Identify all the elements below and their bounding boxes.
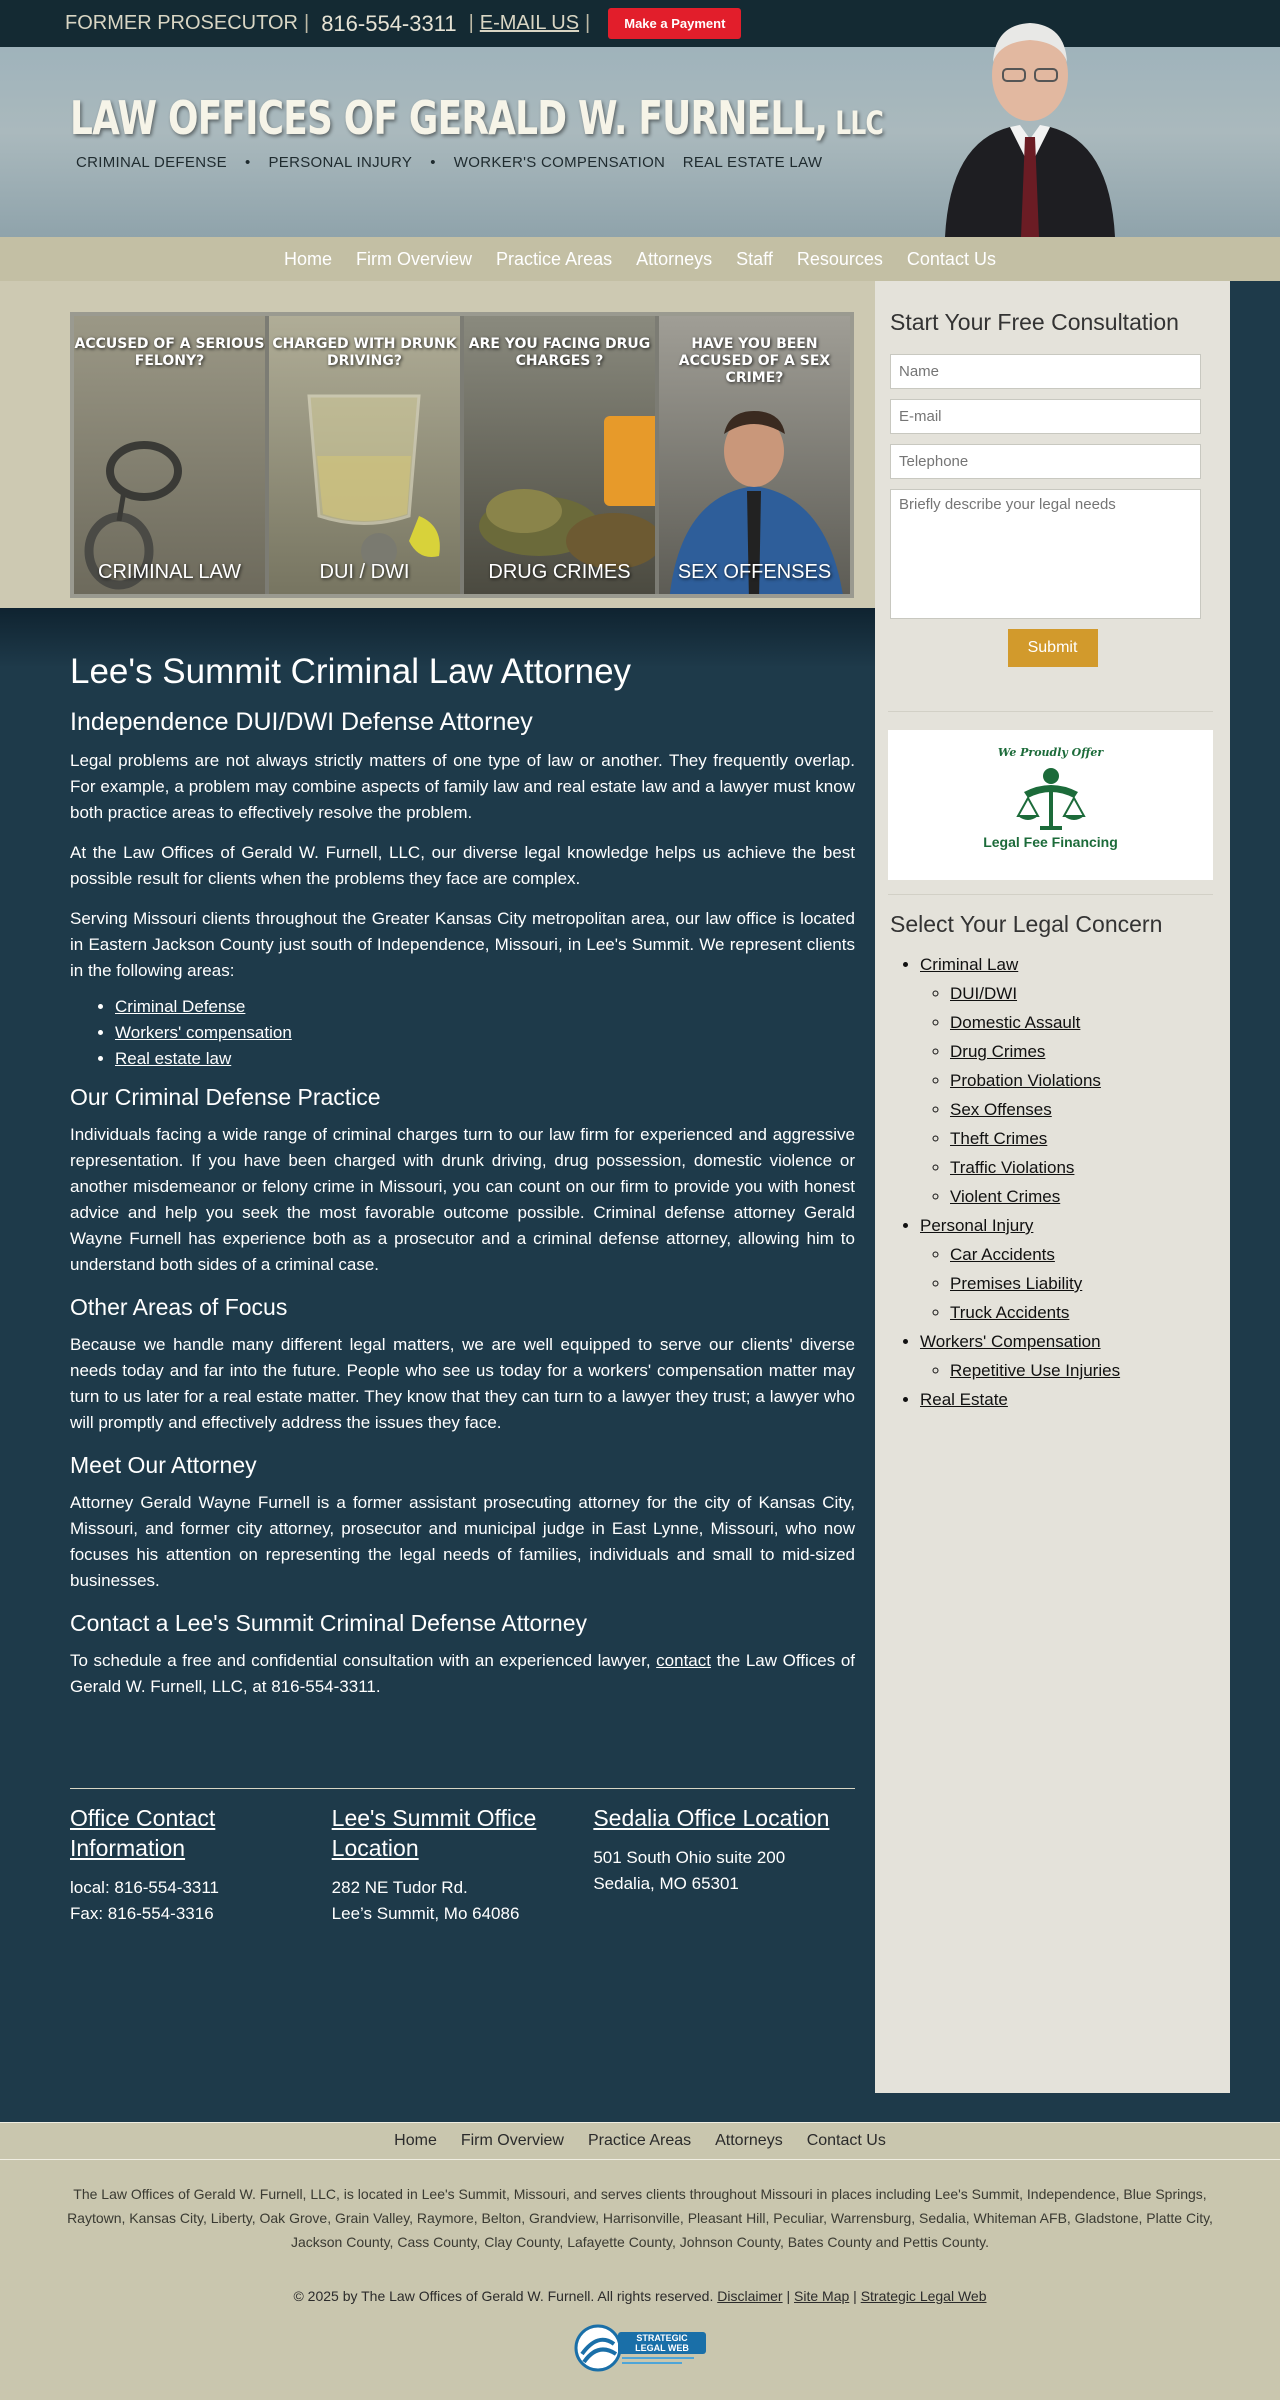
practice-area: CRIMINAL DEFENSE: [76, 154, 227, 171]
concern-criminal-law[interactable]: Criminal Law: [920, 955, 1019, 974]
nav-contact-us[interactable]: Contact Us: [906, 248, 996, 269]
office-line: 501 South Ohio suite 200: [593, 1848, 786, 1867]
list-item: [950, 1298, 1215, 1327]
site-map-link[interactable]: Site Map: [794, 2288, 850, 2304]
office-title[interactable]: Office Contact Information: [70, 1805, 216, 1861]
svg-text:STRATEGIC: STRATEGIC: [636, 2333, 688, 2343]
phone-link[interactable]: 816-554-3311: [321, 10, 457, 36]
disclaimer-link[interactable]: Disclaimer: [717, 2288, 783, 2304]
link-criminal-defense[interactable]: Criminal Defense: [115, 997, 246, 1016]
section-heading: Meet Our Attorney: [70, 1452, 257, 1478]
site-header: [0, 47, 1280, 237]
concern-dui-dwi[interactable]: DUI/DWI: [950, 984, 1018, 1003]
nav-resources[interactable]: Resources: [796, 248, 883, 269]
svg-text:LEGAL WEB: LEGAL WEB: [635, 2343, 689, 2353]
telephone-field[interactable]: [890, 444, 1201, 479]
office-locations: [70, 1788, 855, 1927]
site-footer: [0, 2122, 1280, 2400]
list-item: [115, 1046, 855, 1072]
list-item: [950, 1008, 1215, 1037]
concern-traffic-violations[interactable]: Traffic Violations: [950, 1158, 1075, 1177]
email-link[interactable]: E-MAIL US: [479, 12, 580, 34]
office-line: Lee’s Summit, Mo 64086: [331, 1904, 520, 1923]
list-item: [920, 1211, 1215, 1327]
financing-offer-text: We Proudly Offer: [997, 746, 1104, 759]
consultation-form-title: Start Your Free Consultation: [890, 309, 1179, 335]
link-real-estate-law[interactable]: Real estate law: [115, 1049, 232, 1068]
banner-panel-sex-offenses[interactable]: [659, 316, 850, 594]
banner-panel-drug-crimes[interactable]: [464, 316, 655, 594]
page-subtitle: Independence DUI/DWI Defense Attorney: [70, 708, 533, 736]
concern-real-estate[interactable]: Real Estate: [920, 1390, 1008, 1409]
legal-fee-financing-banner[interactable]: [888, 730, 1213, 880]
list-item: [950, 1095, 1215, 1124]
main-nav: [0, 237, 1280, 281]
nav-firm-overview[interactable]: Firm Overview: [356, 248, 473, 269]
nav-staff[interactable]: Staff: [736, 248, 773, 269]
attorney-portrait: [925, 7, 1135, 237]
sidebar: [875, 281, 1230, 2093]
banner-panel-criminal-law[interactable]: [74, 316, 265, 594]
scales-of-justice-icon: [1014, 764, 1088, 832]
footer-nav-home[interactable]: Home: [394, 2132, 437, 2149]
banner-question: CHARGED WITH DRUNK DRIVING?: [272, 336, 457, 369]
banner-caption: DRUG CRIMES: [488, 561, 631, 583]
legal-needs-field[interactable]: [890, 489, 1201, 619]
banner-panel-dui-dwi[interactable]: [269, 316, 460, 594]
office-line: 282 NE Tudor Rd.: [331, 1878, 468, 1897]
concern-title: Select Your Legal Concern: [890, 911, 1163, 937]
list-item: [950, 1124, 1215, 1153]
strategic-legal-web-link[interactable]: Strategic Legal Web: [860, 2288, 987, 2304]
banner-question: ACCUSED OF A SERIOUS FELONY?: [74, 336, 265, 369]
practice-areas-strip: [76, 154, 822, 171]
concern-theft-crimes[interactable]: Theft Crimes: [950, 1129, 1048, 1148]
concern-domestic-assault[interactable]: Domestic Assault: [950, 1013, 1081, 1032]
section-paragraph: Attorney Gerald Wayne Furnell is a former assistant prosecuting attorney for the city of Kansas City, Missouri, and former city attorney, prosecutor and municipal judge in East Lynne, Missouri, who now focuses his attention on representing the legal needs of families, individuals and small to mid-sized businesses.: [70, 1493, 855, 1590]
concern-truck-accidents[interactable]: Truck Accidents: [950, 1303, 1070, 1322]
list-item: [950, 1182, 1215, 1211]
separator: |: [303, 12, 310, 34]
contact-paragraph: To schedule a free and confidential consultation with an experienced lawyer, contact the Law Offices of Gerald W. Furnell, LLC, at 816-554-3311.: [70, 1651, 855, 1696]
banner-caption: DUI / DWI: [319, 561, 410, 583]
practice-area: PERSONAL INJURY: [268, 154, 413, 171]
footer-nav: [0, 2122, 1280, 2160]
financing-label: Legal Fee Financing: [983, 834, 1118, 850]
practice-banner: [70, 312, 854, 598]
office-line: local: 816-554-3311: [70, 1878, 220, 1897]
section-heading: Other Areas of Focus: [70, 1294, 288, 1320]
intro-paragraph: At the Law Offices of Gerald W. Furnell, LLC, our diverse legal knowledge helps us achieve the best possible result for clients when the problems they face are complex.: [70, 843, 855, 888]
email-field[interactable]: [890, 399, 1201, 434]
practice-areas-list: [115, 994, 855, 1072]
list-item: [920, 1327, 1215, 1385]
concern-sex-offenses[interactable]: Sex Offenses: [950, 1100, 1052, 1119]
footer-service-area-text: The Law Offices of Gerald W. Furnell, LLC, is located in Lee's Summit, Missouri, and serves clients throughout Missouri in places including Lee's Summit, Independence, Blue Springs, Raytown, Kansas City, Liberty, Oak Grove, Grain Valley, Raymore, Belton, Grandview, Harrisonville, Pleasant Hill, Peculiar, Warrensburg, Sedalia, Whiteman AFB, Gladstone, Platte City, Jackson County, Cass County, Clay County, Lafayette County, Johnson County, Bates County and Pettis County.: [67, 2186, 1213, 2250]
link-workers-compensation[interactable]: Workers' compensation: [115, 1023, 292, 1042]
concern-premises-liability[interactable]: Premises Liability: [950, 1274, 1083, 1293]
banner-caption: CRIMINAL LAW: [98, 561, 241, 583]
section-paragraph: Individuals facing a wide range of criminal charges turn to our law firm for experienced and aggressive representation. If you have been charged with drunk driving, drug possession, domestic violence or another misdemeanor or felony crime in Missouri, you can count on our firm to provide you with honest advice and help you seek the most favorable outcome possible. Criminal defense attorney Gerald Wayne Furnell has experience both as a prosecutor and a criminal defense attorney, allowing him to understand both sides of a criminal case.: [70, 1125, 855, 1274]
footer-nav-firm-overview[interactable]: Firm Overview: [460, 2132, 564, 2149]
intro-paragraph: Serving Missouri clients throughout the Greater Kansas City metropolitan area, our law office is located in Eastern Jackson County just south of Independence, Missouri, in Lee's Summit. We represent clients in the following areas:: [70, 909, 855, 980]
concern-probation-violations[interactable]: Probation Violations: [950, 1071, 1101, 1090]
concern-personal-injury[interactable]: Personal Injury: [920, 1216, 1034, 1235]
contact-link[interactable]: contact: [656, 1651, 711, 1670]
list-item: [950, 1240, 1215, 1269]
nav-home[interactable]: Home: [284, 248, 333, 269]
divider: [888, 711, 1213, 712]
former-prosecutor-label: FORMER PROSECUTOR: [65, 12, 298, 34]
concern-drug-crimes[interactable]: Drug Crimes: [950, 1042, 1046, 1061]
section-paragraph: Because we handle many different legal matters, we are well equipped to serve our clients' diverse needs today and far into the future. People who see us today for a workers' compensation matter may turn to us later for a real estate matter. They know that they can turn to a lawyer they trust; a lawyer who will promptly and effectively address the issues they face.: [70, 1335, 855, 1432]
concern-list: [920, 950, 1215, 1414]
banner-question: HAVE YOU BEEN ACCUSED OF A SEX CRIME?: [678, 336, 831, 386]
separator: |: [468, 12, 474, 34]
list-item: [920, 1385, 1215, 1414]
concern-car-accidents[interactable]: Car Accidents: [950, 1245, 1055, 1264]
practice-area: REAL ESTATE LAW: [682, 154, 823, 171]
list-item: [950, 1153, 1215, 1182]
list-item: [920, 950, 1215, 1211]
main-content: [70, 650, 855, 1714]
divider: [888, 894, 1213, 895]
footer-nav-practice-areas[interactable]: Practice Areas: [587, 2132, 692, 2149]
section-heading: Contact a Lee's Summit Criminal Defense Attorney: [70, 1610, 588, 1636]
practice-area: WORKER'S COMPENSATION: [453, 154, 666, 171]
make-payment-button[interactable]: Make a Payment: [608, 8, 741, 39]
footer-nav-contact-us[interactable]: Contact Us: [806, 2132, 886, 2149]
section-heading: Our Criminal Defense Practice: [70, 1084, 381, 1110]
concern-violent-crimes[interactable]: Violent Crimes: [950, 1187, 1061, 1206]
list-item: [950, 1269, 1215, 1298]
list-item: [950, 979, 1215, 1008]
list-item: [115, 1020, 855, 1046]
office-title[interactable]: Lee's Summit Office Location: [331, 1805, 537, 1861]
bullet-separator: •: [244, 154, 251, 171]
page-title: Lee's Summit Criminal Law Attorney: [70, 652, 632, 691]
legal-concern-menu: [890, 911, 1215, 1414]
nav-practice-areas[interactable]: Practice Areas: [496, 248, 613, 269]
copyright: © 2025 by The Law Offices of Gerald W. Furnell. All rights reserved. Disclaimer | Site Map | Strategic Legal Web: [293, 2288, 987, 2304]
concern-repetitive-use-injuries[interactable]: Repetitive Use Injuries: [950, 1361, 1121, 1380]
office-title[interactable]: Sedalia Office Location: [593, 1805, 830, 1831]
bullet-separator: •: [430, 154, 436, 171]
banner-question: ARE YOU FACING DRUG CHARGES ?: [468, 336, 651, 369]
concern-workers-compensation[interactable]: Workers' Compensation: [920, 1332, 1101, 1351]
office-line: Sedalia, MO 65301: [593, 1874, 739, 1893]
list-item: [950, 1356, 1215, 1385]
office-sedalia: [593, 1803, 855, 1927]
footer-nav-attorneys[interactable]: Attorneys: [715, 2132, 783, 2149]
list-item: [950, 1066, 1215, 1095]
nav-attorneys[interactable]: Attorneys: [636, 248, 713, 269]
separator: |: [585, 12, 591, 34]
list-item: [115, 994, 855, 1020]
banner-caption: SEX OFFENSES: [677, 561, 832, 583]
submit-button[interactable]: Submit: [1008, 629, 1098, 667]
office-lees-summit: [332, 1803, 594, 1927]
office-contact: [70, 1803, 332, 1927]
firm-logo-text[interactable]: LAW OFFICES OF GERALD W. FURNELL, LLC: [70, 91, 884, 145]
list-item: [950, 1037, 1215, 1066]
intro-paragraph: Legal problems are not always strictly matters of one type of law or another. They frequently overlap. For example, a problem may combine aspects of family law and real estate law and a lawyer must know both practice areas to effectively resolve the problem.: [70, 751, 855, 822]
office-line: Fax: 816-554-3316: [70, 1904, 214, 1923]
strategic-legal-web-logo[interactable]: [574, 2324, 708, 2372]
name-field[interactable]: [890, 354, 1201, 389]
